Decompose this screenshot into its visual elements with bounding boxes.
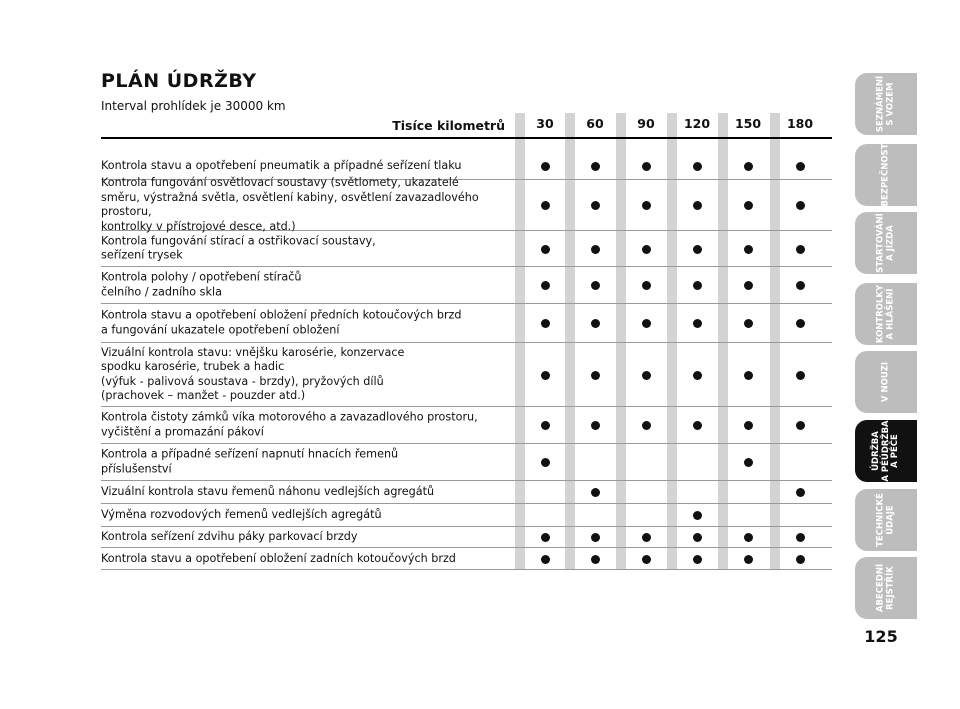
check-dot-icon — [642, 201, 651, 210]
row-text: Kontrola stavu a opotřebení pneumatik a případné seřízení tlaku — [101, 158, 462, 172]
check-dot-icon — [796, 488, 805, 497]
sidebar-tab[interactable] — [855, 212, 917, 274]
check-dot-icon — [591, 555, 600, 564]
check-dot-icon — [744, 245, 753, 254]
table-row — [101, 231, 832, 267]
row-text: Kontrola stavu a opotřebení obložení předních kotoučových brzd a fungování ukazatele opotřebení obložení — [101, 308, 462, 336]
table-row — [101, 343, 832, 407]
check-dot-icon — [693, 371, 702, 380]
row-text: Kontrola seřízení zdvihu páky parkovací brzdy — [101, 529, 358, 543]
check-dot-icon — [693, 511, 702, 520]
row-text: Kontrola stavu a opotřebení obložení zadních kotoučových brzd — [101, 551, 456, 565]
table-row — [101, 548, 832, 570]
check-dot-icon — [744, 281, 753, 290]
sidebar-tab[interactable] — [855, 420, 917, 482]
sidebar-tab-label: ÚDRŽBA A PÉÚDRŽBA A PÉČE — [870, 420, 900, 482]
check-dot-icon — [591, 533, 600, 542]
sidebar-tab-label: KONTROLKY A HLÁŠENÍ — [875, 284, 895, 344]
check-dot-icon — [591, 488, 600, 497]
table-row — [101, 504, 832, 527]
check-dot-icon — [796, 162, 805, 171]
check-dot-icon — [744, 421, 753, 430]
check-dot-icon — [591, 201, 600, 210]
row-text: Výměna rozvodových řemenů vedlejších agregátů — [101, 507, 382, 521]
row-text: Vizuální kontrola stavu řemenů náhonu vedlejších agregátů — [101, 484, 435, 498]
check-dot-icon — [796, 421, 805, 430]
column-header: 150 — [734, 116, 762, 131]
row-text: Vizuální kontrola stavu: vnějšku karosérie, konzervace spodku karosérie, trubek a hadic (výfuk - palivová soustava - brzdy), pryžových dílů (prachovek – manžet - pouzder atd.) — [101, 345, 405, 402]
check-dot-icon — [541, 245, 550, 254]
check-dot-icon — [642, 281, 651, 290]
check-dot-icon — [591, 245, 600, 254]
check-dot-icon — [744, 533, 753, 542]
check-dot-icon — [642, 555, 651, 564]
sidebar-tab-label: ABECEDNÍ REJSTŘÍK — [875, 563, 895, 613]
check-dot-icon — [642, 319, 651, 328]
sidebar-tab[interactable] — [855, 144, 917, 206]
column-header: 120 — [683, 116, 711, 131]
km-label: Tisíce kilometrů — [392, 118, 505, 133]
check-dot-icon — [796, 201, 805, 210]
check-dot-icon — [796, 319, 805, 328]
sidebar-tab[interactable] — [855, 73, 917, 135]
check-dot-icon — [796, 533, 805, 542]
check-dot-icon — [693, 162, 702, 171]
row-text: Kontrola fungování osvětlovací soustavy (světlomety, ukazatelé směru, výstražná světla, osvětlení kabiny, osvětlení zavazadlového prostoru, kontrolky v přístrojové desce, atd.) — [101, 176, 479, 233]
check-dot-icon — [541, 201, 550, 210]
sidebar-tab-label: SEZNÁMENÍ S VOZEM — [875, 75, 895, 133]
table-row — [101, 176, 832, 233]
check-dot-icon — [591, 421, 600, 430]
check-dot-icon — [642, 245, 651, 254]
check-dot-icon — [744, 371, 753, 380]
column-header: 60 — [586, 116, 604, 131]
sidebar-tab[interactable] — [855, 557, 917, 619]
check-dot-icon — [744, 162, 753, 171]
row-text: Kontrola fungování stírací a ostřikovací soustavy, seřízení trysek — [101, 234, 376, 262]
check-dot-icon — [796, 371, 805, 380]
sidebar-tab-label: TECHNICKÉ ÚDAJE — [875, 493, 895, 547]
check-dot-icon — [693, 555, 702, 564]
table-row — [101, 267, 832, 304]
check-dot-icon — [796, 245, 805, 254]
check-dot-icon — [541, 371, 550, 380]
check-dot-icon — [591, 281, 600, 290]
table-row — [101, 444, 832, 481]
check-dot-icon — [541, 421, 550, 430]
check-dot-icon — [744, 319, 753, 328]
check-dot-icon — [642, 533, 651, 542]
sidebar-tab[interactable] — [855, 351, 917, 413]
check-dot-icon — [693, 421, 702, 430]
check-dot-icon — [541, 281, 550, 290]
check-dot-icon — [796, 555, 805, 564]
table-row — [101, 407, 832, 444]
check-dot-icon — [591, 319, 600, 328]
column-header: 30 — [536, 116, 554, 131]
check-dot-icon — [693, 319, 702, 328]
page-title: PLÁN ÚDRŽBY — [101, 70, 257, 92]
check-dot-icon — [744, 458, 753, 467]
check-dot-icon — [744, 555, 753, 564]
page-number: 125 — [864, 627, 898, 646]
header-rule — [101, 137, 832, 139]
sidebar-tab[interactable] — [855, 489, 917, 551]
check-dot-icon — [541, 555, 550, 564]
sidebar-tab-label: STARTOVÁNÍ A JÍZDA — [875, 213, 895, 273]
check-dot-icon — [693, 281, 702, 290]
table-row — [101, 304, 832, 343]
column-header: 90 — [637, 116, 655, 131]
check-dot-icon — [591, 162, 600, 171]
check-dot-icon — [591, 371, 600, 380]
page-subtitle: Interval prohlídek je 30000 km — [101, 99, 286, 113]
check-dot-icon — [693, 533, 702, 542]
check-dot-icon — [796, 281, 805, 290]
table-row — [101, 527, 832, 548]
table-row — [101, 481, 832, 504]
row-text: Kontrola a případné seřízení napnutí hnacích řemenů příslušenství — [101, 447, 399, 475]
check-dot-icon — [541, 533, 550, 542]
sidebar-tab-label: V NOUZI — [880, 361, 891, 403]
check-dot-icon — [541, 162, 550, 171]
column-header: 180 — [786, 116, 814, 131]
check-dot-icon — [744, 201, 753, 210]
check-dot-icon — [642, 421, 651, 430]
sidebar-tab[interactable] — [855, 283, 917, 345]
check-dot-icon — [642, 371, 651, 380]
check-dot-icon — [541, 458, 550, 467]
row-text: Kontrola čistoty zámků víka motorového a zavazadlového prostoru, vyčištění a promazání pákoví — [101, 410, 478, 438]
row-text: Kontrola polohy / opotřebení stíračů čelního / zadního skla — [101, 270, 302, 298]
check-dot-icon — [642, 162, 651, 171]
check-dot-icon — [693, 201, 702, 210]
check-dot-icon — [541, 319, 550, 328]
check-dot-icon — [693, 245, 702, 254]
sidebar-tab-label: BEZPEČNOST — [880, 143, 891, 207]
